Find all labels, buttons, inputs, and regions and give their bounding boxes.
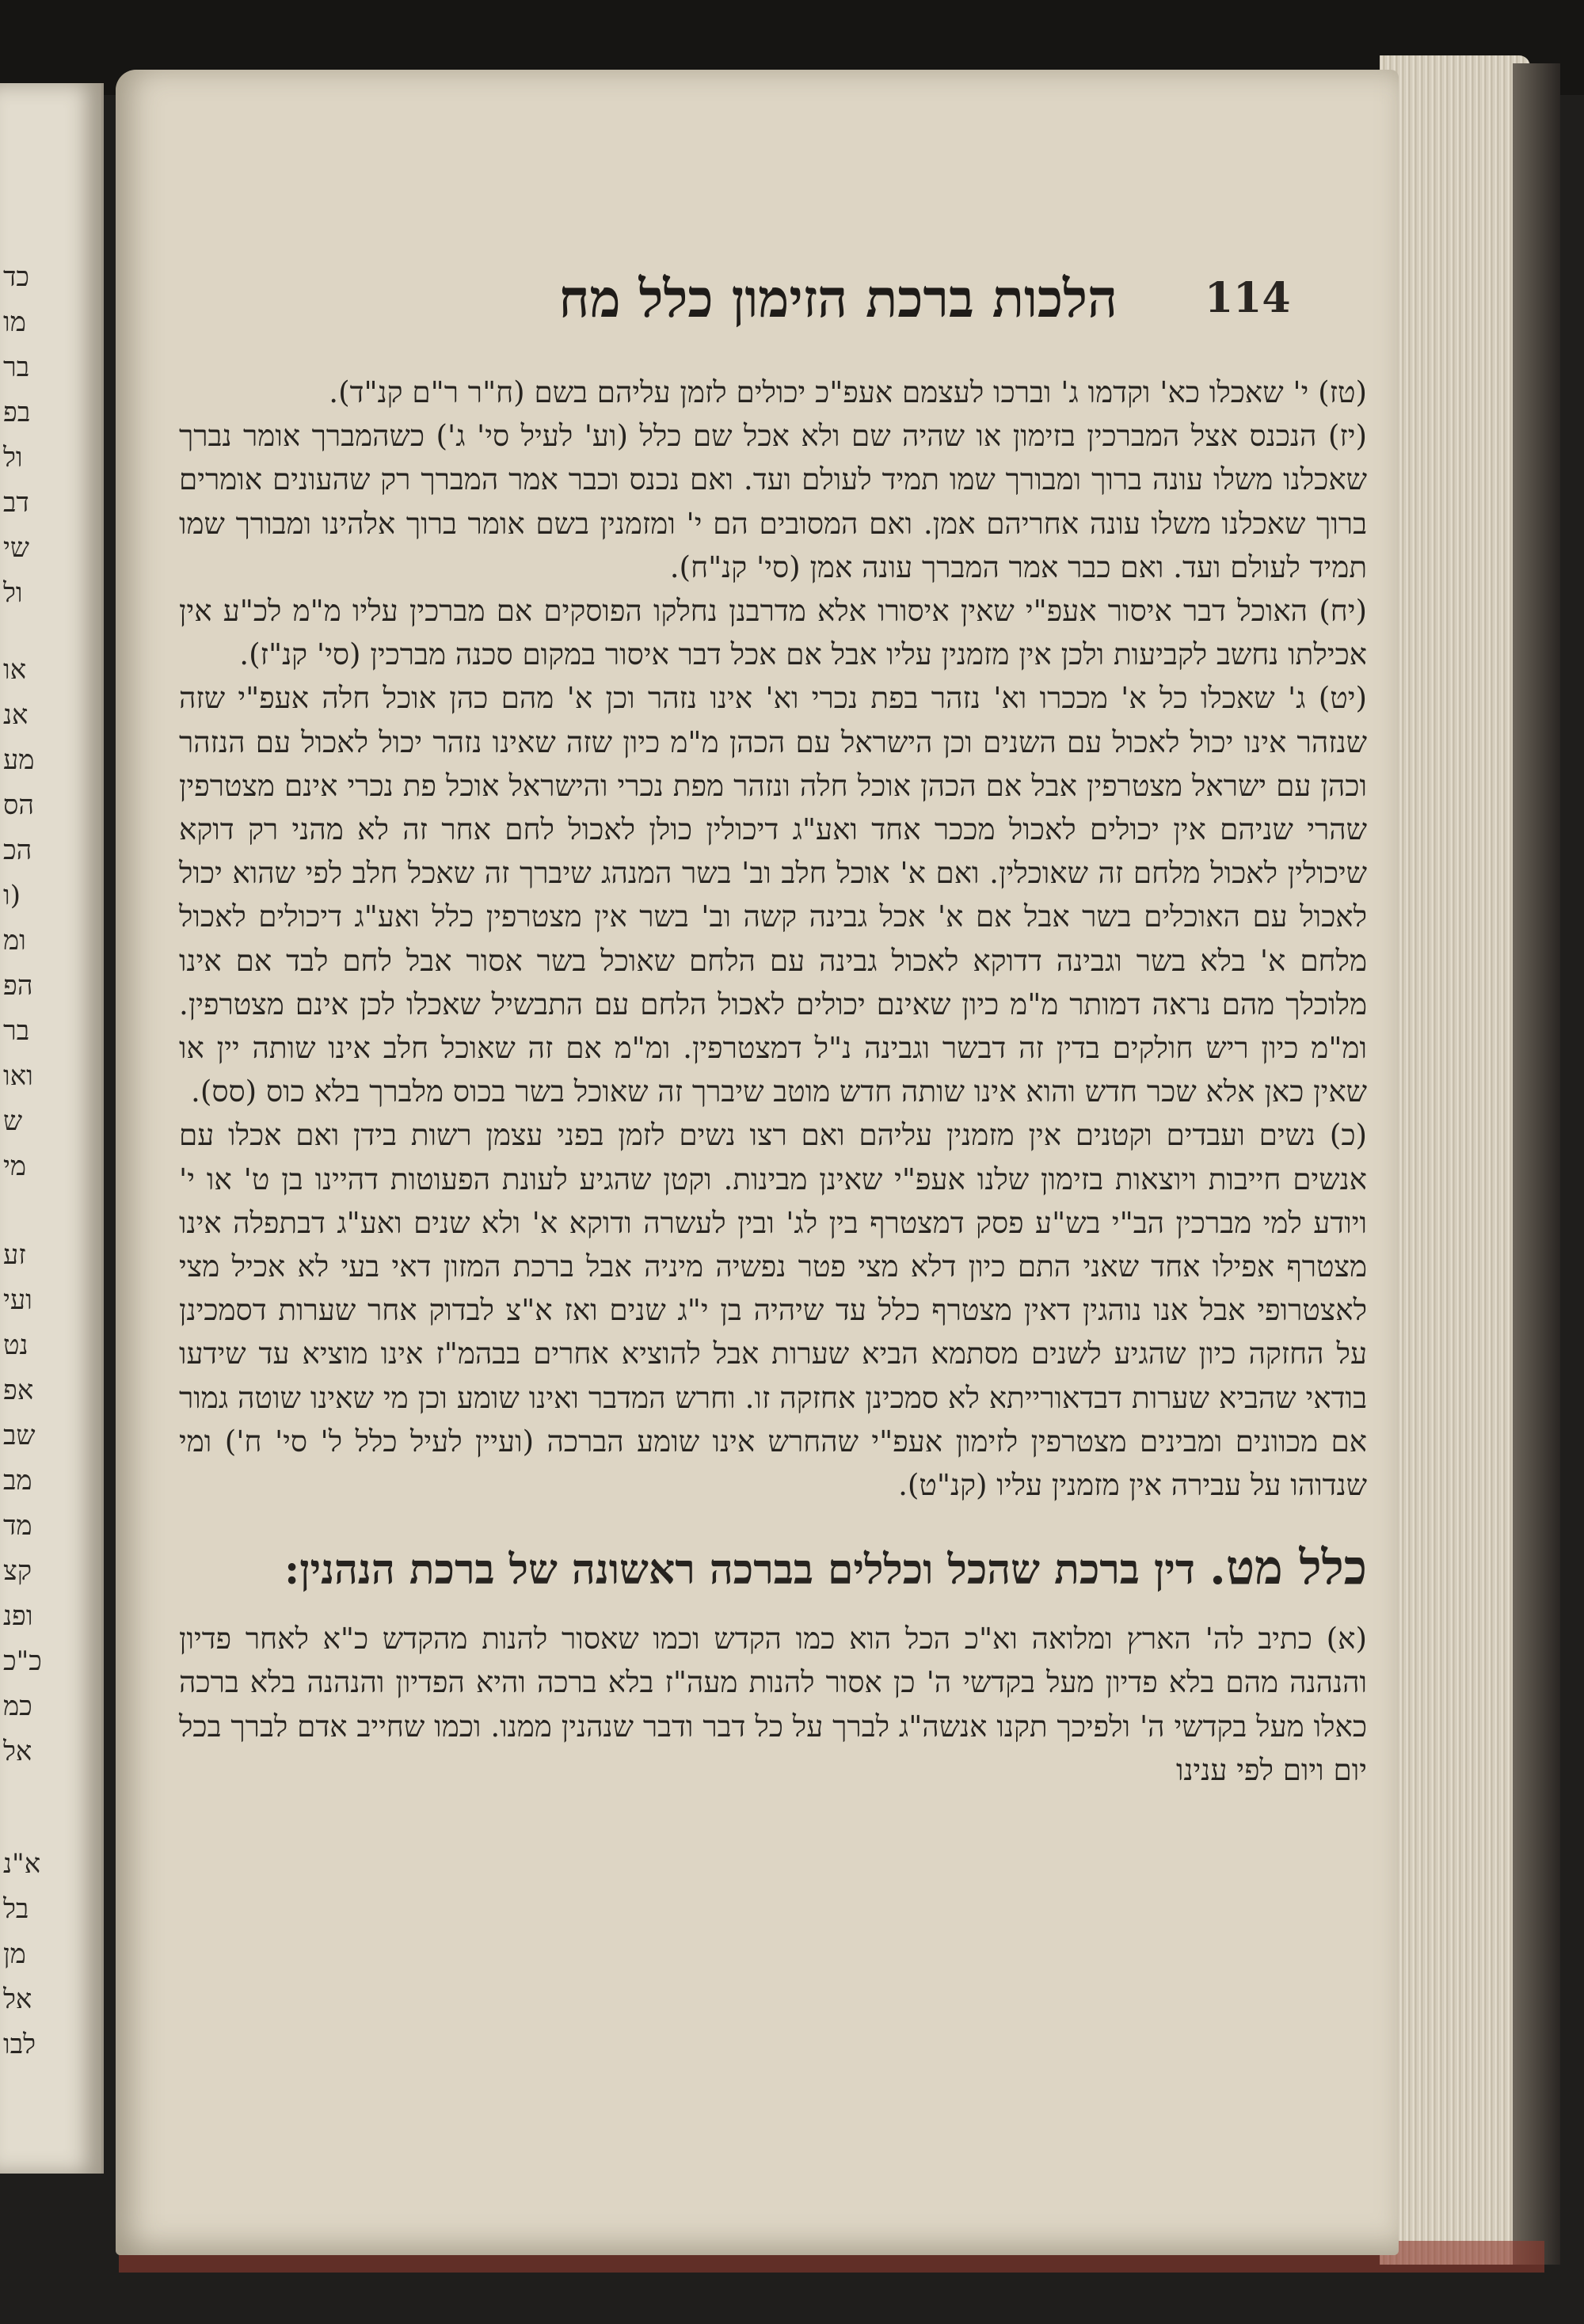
section-number: כלל מט.	[1209, 1540, 1367, 1596]
facing-page-fragment: הס	[3, 789, 34, 821]
facing-page-left	[0, 83, 104, 2174]
paragraph-19: (יט) ג' שאכלו כל א' מככרו וא' נזהר בפת נכרי וא' אינו נזהר וכן א' מהם כהן אוכל חלה אעפ"י שזה שנזהר אינו יכול לאכול עם השנים וכן הישראל עם הכהן מ"מ כיון שזה שאינו נזהר יכול לאכול עם הנזהר וכהן עם ישראל מצטרפין אבל אם הכהן אוכל חלה ונזהר מפת נכרי והישראל אוכל פת נכרי אינם מצטרפין שהרי שניהם אין יכולים לאכול מככר אחד ואע"ג דיכולין כולן לאכול לחם אחר זה לא מהני רק דוקא שיכולין לאכול מלחם זה שאוכלין. ואם א' אוכל חלב וב' בשר המנהג שיברך זה שאכל חלב לפי שהוא יכול לאכול עם האוכלים בשר אבל אם א' אכל גבינה קשה וב' בשר אין מצטרפין כלל ואע"ג דיכולים לאכול מלחם א' בלא בשר וגבינה דדוקא לאכול גבינה עם הלחם שאוכל בשר אסור אבל לחם לבד אם אינו מלוכלך מהם נראה דמותר מ"מ כיון שאינם יכולים לאכול הלחם עם התבשיל שאכלו לכן אינם מצטרפין. ומ"מ כיון ריש חולקים בדין זה דבשר וגבינה נ"ל דמצטרפין. ומ"מ אם זה שאוכל חלב אינו שותה יין או שאין כאן אלא שכר חדש והוא אינו שותה חדש מוטב שיברך זה שאוכל בשר בכוס מלברך בלא כוס (סס).	[179, 680, 1367, 1109]
paragraph-20: (כ) נשים ועבדים וקטנים אין מזמנין עליהם ואם רצו נשים לזמן בפני עצמן רשות בידן ואם אכלו עם אנשים חייבות ויוצאות בזימון שלנו אעפ"י שאינן מבינות. וקטן שהגיע לעונת הפעוטות דהיינו בן ט' או י' ויודע למי מברכין הב"י בש"ע פסק דמצטרף בין לג' ובין לעשרה ודוקא א' ולא שנים ואע"ג דבתפלה אינו מצטרף אפילו אחד שאני התם כיון דלא מצי פטר נפשיה מיניה אבל ברכת המזון דאי בעי לא אכיל מצי לאצטרופי אבל אנו נוהגין דאין מצטרף כלל עד שיהיה בן י"ג שנים ואז א"צ לבדוק אחר שערות דסמכינן על החזקה כיון שהגיע לשנים מסתמא הביא שערות אבל להוציא אחרים בבהמ"ז אינו מוציא עד שידעו בודאי שהביא שערות דבדאורייתא לא סמכינן אחזקה זו. וחרש המדבר ואינו שומע וכן מי שאינו שוטה גמור אם מכוונים ומבינים מצטרפין לזימון אעפ"י שהחרש אינו שומע הברכה (ועיין לעיל כלל ל' סי' ח') ומי שנדוהו על עבירה אין מזמנין עליו (קנ"ט).	[179, 1117, 1367, 1503]
facing-page-fragment: ול	[3, 442, 23, 474]
paragraph-16: (טז) י' שאכלו כא' וקדמו ג' וברכו לעצמם אעפ"כ יכולים לזמן עליהם בשם (ח"ר ר"ם קנ"ד).	[329, 375, 1367, 409]
facing-page-fragment: ופנ	[3, 1600, 33, 1632]
running-head: הלכות ברכת הזימון כלל מח	[558, 268, 1118, 329]
facing-page-fragment: שב	[3, 1420, 36, 1451]
facing-page-fragment: אנ	[3, 699, 29, 731]
facing-page-fragment: קצ	[3, 1555, 32, 1587]
facing-page-fragment: נט	[3, 1329, 29, 1361]
facing-page-fragment: דב	[3, 487, 29, 519]
facing-page-fragment: מו	[3, 306, 26, 338]
paragraph-17: (יז) הנכנס אצל המברכין בזימון או שהיה שם ולא אכל שם כלל (וע' לעיל סי' ג') כשהמברך אומר נברך שאכלנו משלו עונה ברוך ומבורך שמו תמיד לעולם ועד. ואם נכנס וכבר אמר המברך רק שהעונים אומרים ברוך שאכלנו משלו עונה אחריהם אמן. ואם המסובים הם י' ומזמנין בשם אומר ברוך אלהינו ומבורך שמו תמיד לעולם ועד. ואם כבר אמר המברך עונה אמן (סי' קנ"ח).	[179, 418, 1367, 584]
facing-page-fragment: זע	[3, 1239, 26, 1271]
facing-page-fragment: ואו	[3, 1060, 33, 1092]
facing-page-fragment: מן	[3, 1938, 26, 1970]
section-title: דין ברכת שהכל וכללים בברכה ראשונה של ברכת הנהנין:	[284, 1546, 1195, 1595]
facing-page-fragment: מד	[3, 1510, 32, 1542]
page-edges	[1380, 55, 1530, 2265]
section-heading	[179, 1540, 1367, 1598]
facing-page-fragment: בפ	[3, 397, 31, 428]
facing-page-fragment: (ו	[3, 880, 21, 911]
facing-page-fragment: או	[3, 654, 27, 686]
facing-page-fragment: כמ	[3, 1691, 32, 1722]
facing-page-fragment: אל	[3, 1984, 32, 2015]
facing-page-fragment: לבו	[3, 2029, 36, 2060]
facing-page-fragment: מי	[3, 1151, 27, 1182]
book-cover-edge	[1513, 63, 1560, 2265]
facing-page-fragment: מע	[3, 744, 35, 776]
facing-page-fragment: הפ	[3, 970, 33, 1002]
facing-page-fragment: הכ	[3, 835, 32, 866]
facing-page-fragment: שי	[3, 532, 29, 564]
facing-page-fragment: אפ	[3, 1375, 34, 1406]
facing-page-fragment: מב	[3, 1465, 32, 1497]
facing-page-fragment: כד	[3, 261, 29, 293]
facing-page-fragment: אל	[3, 1736, 32, 1767]
facing-page-fragment: בל	[3, 1893, 29, 1925]
paragraph-18: (יח) האוכל דבר איסור אעפ"י שאין איסורו אלא מדרבנן נחלקו הפוסקים אם מברכין עליו מ"מ לכ"ע אין אכילתו נחשב לקביעות ולכן אין מזמנין עליו אבל אם אכל דבר איסור במקום סכנה מברכין (סי' קנ"ז).	[179, 593, 1367, 672]
facing-page-fragment: ש	[3, 1105, 23, 1137]
facing-page-fragment: ועי	[3, 1284, 32, 1316]
facing-page-fragment: כ"כ	[3, 1645, 42, 1677]
main-text	[179, 371, 1367, 1792]
facing-page-fragment: בר	[3, 1015, 30, 1047]
facing-page-fragment: בר	[3, 352, 30, 383]
page-header	[116, 268, 1399, 355]
facing-page-fragment: א"נ	[3, 1848, 41, 1880]
section-paragraph-1: (א) כתיב לה' הארץ ומלואה וא"כ הכל הוא כמו הקדש וכמו שאסור להנות מהקדש כ"א לאחר פדיון והנהנה מהם בלא פדיון מעל בקדשי ה' כן אסור להנות מעה"ז בלא ברכה והיא הפדיון והנהנה בלא ברכה כאלו מעל בקדשי ה' ולפיכך תקנו אנשה"ג לברך על כל דבר ודבר שנהנין ממנו. וכמו שחייב אדם לברך בכל יום ויום לפי ענינו	[179, 1621, 1367, 1787]
book-page	[116, 70, 1399, 2255]
page-number: 114	[1205, 274, 1291, 322]
facing-page-fragment: ומ	[3, 925, 26, 957]
facing-page-fragment: ול	[3, 577, 23, 609]
